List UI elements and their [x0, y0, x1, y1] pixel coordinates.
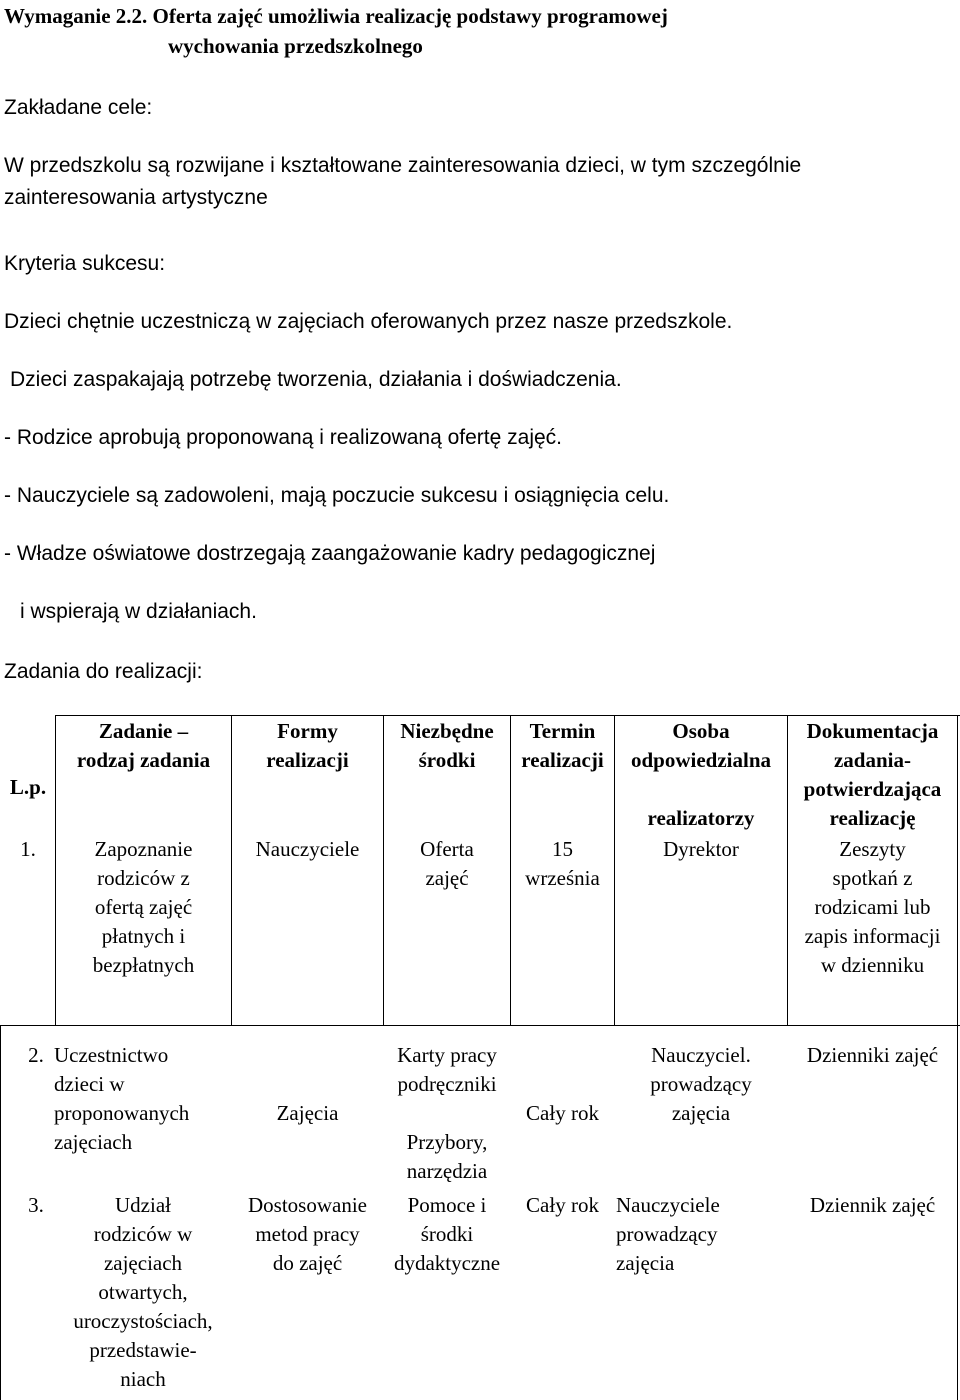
- header-text: środki: [418, 748, 476, 772]
- row1-termin: [511, 835, 614, 893]
- row1-osoba: [615, 835, 787, 864]
- cell-text: Karty pracy: [397, 1043, 497, 1067]
- cell-text: Pomoce i: [407, 1193, 487, 1217]
- header-text: Osoba: [672, 719, 730, 743]
- cell-text: Zeszyty: [839, 837, 906, 861]
- header-text: Dokumentacja: [806, 719, 939, 743]
- cell-text: zajęcia: [616, 1251, 675, 1275]
- cell-text: Nauczyciele: [616, 1193, 720, 1217]
- goals-text-continued: zainteresowania artystyczne: [4, 186, 268, 209]
- cell-text: spotkań z: [832, 866, 913, 890]
- header-termin: [511, 717, 614, 775]
- cell-text: metod pracy: [255, 1222, 360, 1246]
- goals-text: W przedszkolu są rozwijane i kształtowane zainteresowania dzieci, w tym szczególnie: [4, 154, 802, 177]
- header-text: realizację: [829, 806, 916, 830]
- row1-lp: [0, 835, 56, 864]
- row3-formy: [232, 1191, 383, 1278]
- row1-formy: [232, 835, 383, 864]
- cell-text: 2.: [28, 1043, 44, 1067]
- cell-text: 15: [552, 837, 573, 861]
- cell-text: Dziennik zajęć: [809, 1193, 936, 1217]
- row3-lp: [18, 1191, 54, 1220]
- cell-text: Przybory,: [406, 1130, 488, 1154]
- header-lp: [0, 773, 56, 802]
- header-srodki: [384, 717, 510, 775]
- cell-text: 3.: [28, 1193, 44, 1217]
- table-divider: [957, 715, 958, 1025]
- table-divider: [0, 1025, 1, 1400]
- cell-text: Udział: [115, 1193, 171, 1217]
- cell-text: Zajęcia: [276, 1101, 339, 1125]
- cell-text: Dyrektor: [663, 837, 739, 861]
- header-lp-text: L.p.: [9, 775, 47, 799]
- criteria-item: Dzieci zaspakajają potrzebę tworzenia, działania i doświadczenia.: [10, 368, 622, 391]
- cell-text: Zapoznanie: [94, 837, 193, 861]
- cell-text: dzieci w: [54, 1072, 125, 1096]
- row1-zadanie: [56, 835, 231, 980]
- header-text: Zadanie –: [98, 719, 189, 743]
- cell-text: Nauczyciel.: [651, 1043, 751, 1067]
- cell-text: prowadzący: [650, 1072, 752, 1096]
- row2-osoba: [615, 1041, 787, 1128]
- cell-text: w dzienniku: [820, 953, 925, 977]
- cell-text: Oferta: [420, 837, 474, 861]
- cell-text: przedstawie-: [89, 1338, 197, 1362]
- cell-text: Dostosowanie: [248, 1193, 367, 1217]
- cell-text: zajęć: [425, 866, 469, 890]
- criteria-item: Dzieci chętnie uczestniczą w zajęciach oferowanych przez nasze przedszkole.: [4, 310, 733, 333]
- header-text: Niezbędne: [400, 719, 494, 743]
- header-text: realizacji: [266, 748, 349, 772]
- cell-text: Uczestnictwo: [54, 1043, 169, 1067]
- cell-text: ofertą zajęć: [94, 895, 193, 919]
- cell-text: Dzienniki zajęć: [806, 1043, 939, 1067]
- header-text: Termin: [529, 719, 596, 743]
- header-osoba: [615, 717, 787, 833]
- row2-lp: [18, 1041, 54, 1070]
- criteria-item: - Nauczyciele są zadowoleni, mają poczucie sukcesu i osiągnięcia celu.: [4, 484, 670, 507]
- cell-text: uroczystościach,: [73, 1309, 213, 1333]
- row3-srodki: [384, 1191, 510, 1278]
- cell-text: bezpłatnych: [92, 953, 195, 977]
- cell-text: środki: [420, 1222, 474, 1246]
- tasks-table: [0, 715, 960, 1400]
- table-row-border: [0, 1025, 960, 1026]
- cell-text: otwartych,: [98, 1280, 188, 1304]
- header-text: realizacji: [521, 748, 604, 772]
- cell-text: Cały rok: [526, 1193, 599, 1217]
- header-dokumentacja: [788, 717, 957, 833]
- row2-zadanie: [54, 1041, 232, 1157]
- header-text: odpowiedzialna: [630, 748, 772, 772]
- cell-text: Nauczyciele: [255, 837, 360, 861]
- document-title: Wymaganie 2.2. Oferta zajęć umożliwia realizację podstawy programowej: [4, 4, 668, 28]
- row1-dokumentacja: [788, 835, 957, 980]
- header-text: zadania-: [833, 748, 911, 772]
- cell-text: zapis informacji: [804, 924, 941, 948]
- cell-text: podręczniki: [397, 1072, 497, 1096]
- cell-text: prowadzący: [616, 1222, 718, 1246]
- criteria-heading: Kryteria sukcesu:: [4, 252, 166, 275]
- cell-text: rodzicami lub: [814, 895, 931, 919]
- criteria-item: i wspierają w działaniach.: [20, 600, 257, 623]
- cell-text: 1.: [20, 837, 36, 861]
- table-top-border: [55, 715, 960, 716]
- row2-formy: [232, 1099, 383, 1128]
- tasks-heading: Zadania do realizacji:: [4, 660, 203, 683]
- cell-text: Cały rok: [526, 1101, 599, 1125]
- criteria-item: - Rodzice aprobują proponowaną i realizowaną ofertę zajęć.: [4, 426, 562, 449]
- cell-text: do zajęć: [272, 1251, 343, 1275]
- header-text: realizatorzy: [647, 806, 755, 830]
- row3-osoba: [616, 1191, 788, 1278]
- row2-dokumentacja: [788, 1041, 957, 1070]
- row2-termin: [511, 1099, 614, 1128]
- table-divider: [957, 1025, 958, 1400]
- cell-text: rodziców z: [97, 866, 190, 890]
- cell-text: zajęcia: [671, 1101, 731, 1125]
- document-title-continued: wychowania przedszkolnego: [168, 34, 423, 58]
- row2-srodki: [384, 1041, 510, 1186]
- cell-text: narzędzia: [406, 1159, 488, 1183]
- header-zadanie: [56, 717, 231, 775]
- header-text: potwierdzająca: [803, 777, 942, 801]
- cell-text: niach: [120, 1367, 166, 1391]
- cell-text: zajęciach: [103, 1251, 183, 1275]
- criteria-item: - Władze oświatowe dostrzegają zaangażowanie kadry pedagogicznej: [4, 542, 656, 565]
- cell-text: dydaktyczne: [393, 1251, 501, 1275]
- row3-termin: [511, 1191, 614, 1220]
- cell-text: rodziców w: [93, 1222, 193, 1246]
- row1-srodki: [384, 835, 510, 893]
- cell-text: września: [525, 866, 600, 890]
- goals-heading: Zakładane cele:: [4, 96, 153, 119]
- cell-text: proponowanych: [54, 1101, 190, 1125]
- row3-dokumentacja: [788, 1191, 957, 1220]
- cell-text: zajęciach: [54, 1130, 133, 1154]
- row3-zadanie: [54, 1191, 232, 1394]
- cell-text: płatnych i: [101, 924, 186, 948]
- header-formy: [232, 717, 383, 775]
- header-text: rodzaj zadania: [76, 748, 211, 772]
- header-text: Formy: [277, 719, 338, 743]
